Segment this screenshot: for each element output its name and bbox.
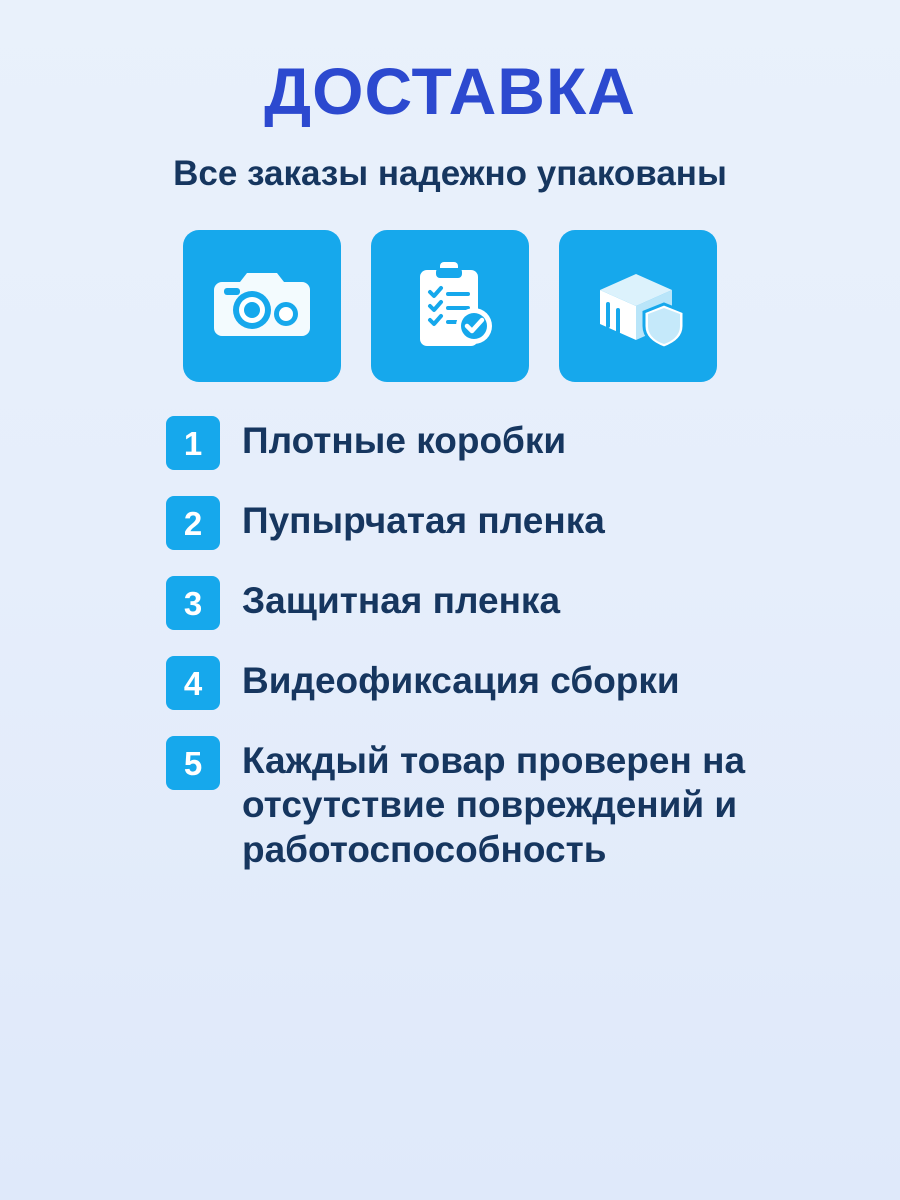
package-shield-icon (586, 256, 690, 356)
list-item (166, 496, 830, 550)
list-item-number: 4 (166, 656, 220, 710)
list-item (166, 416, 830, 470)
checklist-icon (398, 256, 502, 356)
list-item-label: Защитная пленка (242, 580, 561, 621)
benefits-list (70, 416, 830, 872)
checklist-icon-tile (371, 230, 529, 382)
camera-icon (210, 256, 314, 356)
list-item-label: Каждый товар проверен на отсутствие повреждений и работоспособность (242, 740, 746, 870)
list-item-number: 5 (166, 736, 220, 790)
list-item (166, 736, 830, 872)
list-item-label: Плотные коробки (242, 420, 567, 461)
list-item-number: 2 (166, 496, 220, 550)
list-item-number: 1 (166, 416, 220, 470)
package-shield-icon-tile (559, 230, 717, 382)
page-subtitle: Все заказы надежно упакованы (173, 154, 727, 193)
list-item (166, 576, 830, 630)
camera-icon-tile (183, 230, 341, 382)
page-title: ДОСТАВКА (264, 54, 636, 128)
list-item-label: Пупырчатая пленка (242, 500, 605, 541)
icon-row (183, 230, 717, 382)
list-item-number: 3 (166, 576, 220, 630)
list-item (166, 656, 830, 710)
list-item-label: Видеофиксация сборки (242, 660, 680, 701)
